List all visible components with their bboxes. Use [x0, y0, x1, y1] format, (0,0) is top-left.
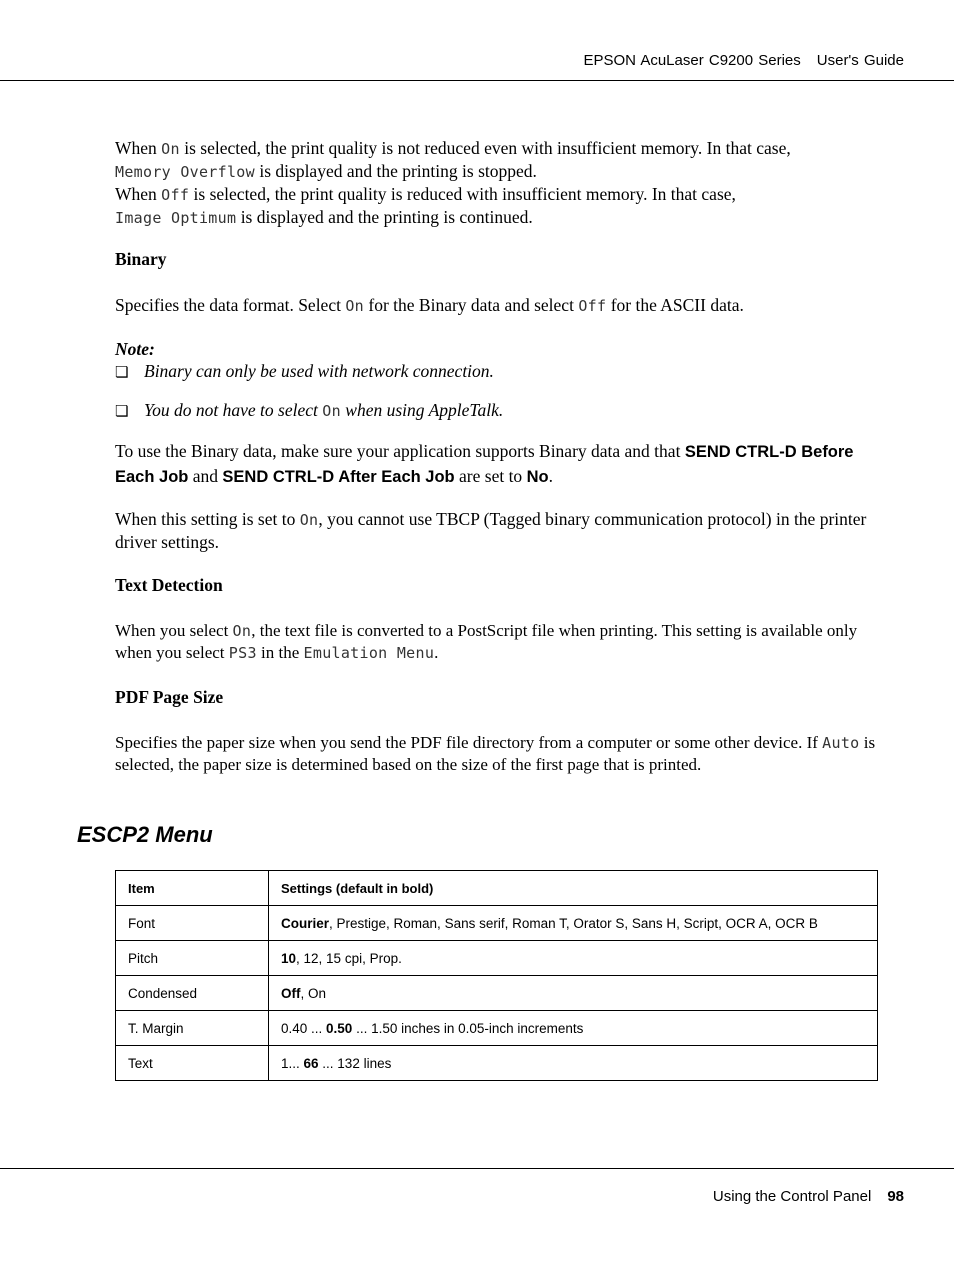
page-footer	[713, 1188, 904, 1205]
checkbox-bullet-icon: ❏	[115, 363, 129, 381]
table-row	[116, 941, 878, 976]
binary-description: Specifies the data format. Select On for the Binary data and select Off for the ASCII data.	[115, 295, 744, 315]
item-cell: Font	[116, 906, 269, 941]
settings-cell: 0.40 ... 0.50 ... 1.50 inches in 0.05-inch increments	[269, 1011, 878, 1046]
escp2-settings-table	[115, 870, 878, 1081]
text-detection-heading: Text Detection	[115, 575, 223, 595]
note-item: ❏ You do not have to select On when using AppleTalk.	[115, 400, 504, 420]
column-header-settings: Settings (default in bold)	[269, 871, 878, 906]
header-rule	[0, 80, 954, 81]
message-text: Image Optimum	[115, 209, 237, 227]
setting-value: Off	[161, 186, 190, 204]
table-row	[116, 1046, 878, 1081]
note-item: ❏ Binary can only be used with network connection.	[115, 361, 494, 381]
default-value: 66	[303, 1055, 319, 1071]
page-header	[583, 52, 904, 69]
setting-value: On	[161, 140, 180, 158]
default-value: 0.50	[326, 1020, 353, 1036]
header-product: EPSON AcuLaser C9200 Series	[583, 52, 801, 69]
binary-usage-paragraph: To use the Binary data, make sure your application supports Binary data and that SEND CTRL-D Before Each Job and SEND CTRL-D After Each Job are set to No.	[115, 441, 854, 486]
item-cell: Condensed	[116, 976, 269, 1011]
binary-heading: Binary	[115, 249, 167, 269]
table-row	[116, 976, 878, 1011]
tbcp-paragraph: When this setting is set to On, you cannot use TBCP (Tagged binary communication protocol) in the printer driver settings.	[115, 509, 867, 552]
footer-rule	[0, 1168, 954, 1169]
message-text: Memory Overflow	[115, 163, 255, 181]
checkbox-bullet-icon: ❏	[115, 402, 129, 420]
table-row	[116, 906, 878, 941]
pdf-page-size-paragraph: Specifies the paper size when you send the PDF file directory from a computer or some other device. If Auto is selected, the paper size is determined based on the size of the first page that is printed.	[115, 733, 876, 774]
settings-cell: Courier, Prestige, Roman, Sans serif, Roman T, Orator S, Sans H, Script, OCR A, OCR B	[269, 906, 878, 941]
section-title: ESCP2 Menu	[77, 822, 213, 847]
memory-paragraph: When On is selected, the print quality is not reduced even with insufficient memory. In that case, Memory Overflow is displayed and the printing is stopped. When Off is selected, the print quality is reduced with insufficient memory. In that case, Image Optimum is displayed and the printing is continued.	[115, 138, 791, 227]
column-header-item: Item	[116, 871, 269, 906]
item-cell: Text	[116, 1046, 269, 1081]
settings-cell: Off, On	[269, 976, 878, 1011]
item-cell: Pitch	[116, 941, 269, 976]
text-detection-paragraph: When you select On, the text file is converted to a PostScript file when printing. This setting is available only when you select PS3 in the Emulation Menu.	[115, 621, 858, 662]
default-value: 10	[281, 950, 297, 966]
page-number: 98	[887, 1188, 904, 1205]
header-guide: User's Guide	[816, 52, 904, 69]
pdf-page-size-heading: PDF Page Size	[115, 687, 224, 707]
table-row	[116, 1011, 878, 1046]
default-value: Courier	[281, 915, 330, 931]
note-label: Note:	[115, 339, 155, 359]
settings-cell: 1... 66 ... 132 lines	[269, 1046, 878, 1081]
footer-section: Using the Control Panel	[712, 1188, 872, 1205]
table-header-row	[116, 871, 878, 906]
default-value: Off	[281, 985, 301, 1001]
item-cell: T. Margin	[116, 1011, 269, 1046]
settings-cell: 10, 12, 15 cpi, Prop.	[269, 941, 878, 976]
